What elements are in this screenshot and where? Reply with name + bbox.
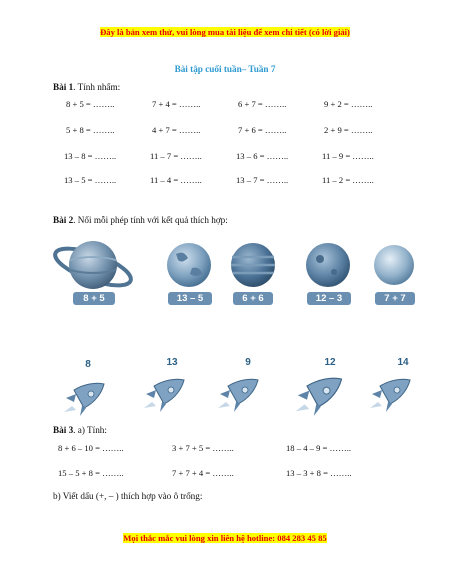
planet-expression-label: 6 + 6 [233, 292, 273, 305]
exercise-1-item: 6 + 7 = …….. [238, 99, 287, 109]
small-planet-icon [374, 245, 414, 285]
rocket-number: 12 [324, 357, 336, 368]
rocket-icon [296, 378, 342, 416]
rocket-number: 8 [85, 359, 91, 370]
exercise-3-item: 18 – 4 – 9 = …….. [286, 443, 352, 453]
exercise-3-row-2 [0, 468, 450, 488]
exercise-1-heading [53, 82, 120, 92]
planet-expression-label: 8 + 5 [73, 292, 115, 305]
planet-expression-label: 13 – 5 [168, 292, 212, 305]
rocket-number: 14 [397, 357, 409, 368]
exercise-1-item: 9 + 2 = …….. [324, 99, 373, 109]
rocket-icon [64, 383, 104, 416]
preview-notice-text: Đây là bản xem thử, vui lòng mua tài liệu để xem chi tiết (có lời giải) [100, 27, 350, 37]
exercise-1-item: 13 – 5 = …….. [64, 175, 117, 185]
rocket-icon [218, 379, 258, 412]
exercise-1-row-3 [0, 151, 450, 171]
exercise-1-instruction: . Tính nhẩm: [73, 82, 121, 92]
exercise-1-item: 11 – 4 = …….. [150, 175, 202, 185]
exercise-3-item: 8 + 6 – 10 = …….. [58, 443, 124, 453]
planet-expression-label: 12 – 3 [307, 292, 351, 305]
worksheet-title: Bài tập cuối tuần– Tuần 7 [174, 64, 276, 74]
moon-planet-icon [306, 243, 350, 287]
exercise-1-item: 11 – 9 = …….. [322, 151, 374, 161]
hotline-text: Mọi thắc mắc vui lòng xin liên hệ hotline: 084 283 45 85 [123, 533, 327, 543]
rocket-number: 13 [166, 357, 178, 368]
exercise-1-row-2 [0, 125, 450, 145]
exercise-2-label: Bài 2 [53, 215, 74, 225]
exercise-3-item: 7 + 7 + 4 = …….. [172, 468, 234, 478]
exercise-3-row-1 [0, 443, 450, 463]
exercise-2-instruction: . Nối mỗi phép tính với kết quả thích hợp: [73, 215, 228, 225]
exercise-3-item: 13 – 3 + 8 = …….. [286, 468, 352, 478]
jupiter-planet-icon [231, 243, 275, 287]
exercise-1-label: Bài 1 [53, 82, 74, 92]
exercise-1-item: 4 + 7 = …….. [152, 125, 201, 135]
planet-expression-label: 7 + 7 [375, 292, 415, 305]
exercise-1-item: 7 + 6 = …….. [238, 125, 287, 135]
exercise-3-label: Bài 3 [53, 425, 74, 435]
earth-planet-icon [167, 243, 211, 287]
rocket-number: 9 [245, 357, 251, 368]
exercise-1-row-1 [0, 99, 450, 119]
exercise-3-item: 15 – 5 + 8 = …….. [58, 468, 124, 478]
exercise-3-instruction: . a) Tính: [73, 425, 107, 435]
exercise-1-item: 13 – 8 = …….. [64, 151, 117, 161]
exercise-3-part-b: b) Viết dấu (+, – ) thích hợp vào ô trống: [53, 491, 203, 501]
exercise-1-item: 11 – 2 = …….. [322, 175, 374, 185]
exercise-1-item: 13 – 7 = …….. [236, 175, 289, 185]
exercise-1-item: 5 + 8 = …….. [66, 125, 115, 135]
rockets-illustration [0, 368, 450, 418]
preview-notice-banner [0, 27, 450, 37]
saturn-planet-icon [51, 241, 135, 293]
exercise-3-item: 3 + 7 + 5 = …….. [172, 443, 234, 453]
exercise-2-heading [53, 215, 228, 225]
exercise-3-heading [53, 425, 107, 435]
rocket-icon [144, 379, 184, 412]
exercise-1-item: 8 + 5 = …….. [66, 99, 115, 109]
exercise-1-row-4 [0, 175, 450, 195]
rocket-icon [370, 379, 410, 412]
exercise-1-item: 11 – 7 = …….. [150, 151, 202, 161]
exercise-1-item: 13 – 6 = …….. [236, 151, 289, 161]
hotline-banner [0, 533, 450, 543]
exercise-1-item: 7 + 4 = …….. [152, 99, 201, 109]
exercise-1-item: 2 + 9 = …….. [324, 125, 373, 135]
